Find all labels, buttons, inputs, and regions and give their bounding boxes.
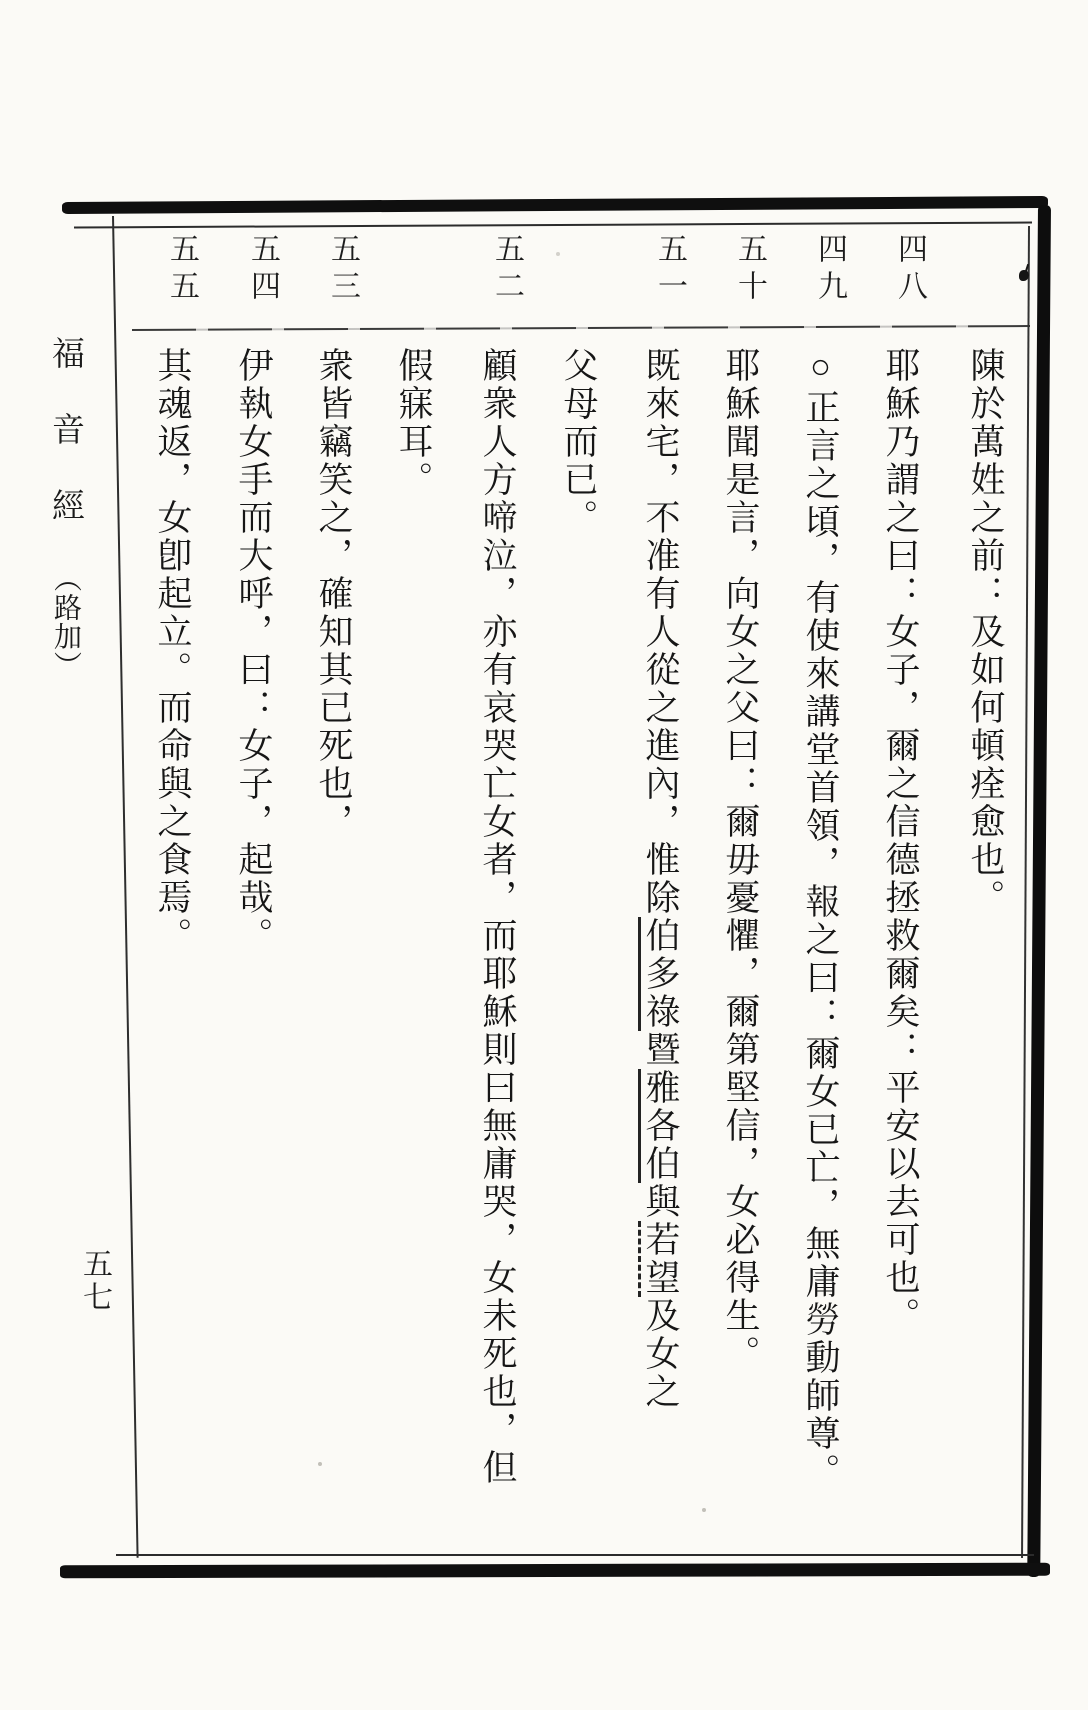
column-text: 及女之: [641, 1297, 680, 1411]
frame-top-thick-rule: [62, 196, 1048, 214]
column-text: 耶穌聞是言，向女之父曰：爾毋憂懼，爾第堅信，女必得生。: [721, 347, 760, 1373]
verse-number-50: 五十: [733, 233, 766, 307]
column-text: 顧衆人方啼泣，亦有哀哭亡女者，而耶穌則曰無庸哭，女未死也，但: [478, 347, 517, 1487]
text-column-9-verse-53: [301, 347, 365, 1562]
text-column-10-verse-54: [221, 347, 285, 1562]
text-column-7-verse-52: [465, 347, 529, 1562]
text-column-2-verse-48: [868, 347, 932, 1562]
column-text: 耶穌乃謂之曰：女子，爾之信德拯救爾矣：平安以去可也。: [881, 347, 920, 1335]
verse-number-52: 五二: [490, 233, 523, 307]
verse-number-51: 五一: [653, 233, 686, 307]
text-column-5-verse-51: [628, 347, 692, 1562]
proper-name-mark-peter: 伯多祿: [638, 917, 680, 1031]
verse-number-separator-line: [132, 325, 1030, 331]
page-number: 五七: [78, 1248, 111, 1314]
frame-bottom-thick-rule: [60, 1563, 1050, 1579]
ink-speck: [556, 252, 560, 256]
text-column-3-verse-49: [788, 347, 852, 1562]
column-text: 其魂返，女卽起立。而命與之食焉。: [153, 347, 192, 955]
column-text: 與: [641, 1183, 680, 1221]
column-text: 假寐耳。: [394, 347, 433, 499]
column-text: ○正言之頃，有使來講堂首領，報之曰：爾女已亡，無庸勞動師尊。: [801, 347, 840, 1491]
column-text: 陳於萬姓之前：及如何頓痊愈也。: [966, 347, 1005, 917]
verse-number-55: 五五: [165, 233, 198, 307]
text-column-11-verse-55: [140, 347, 204, 1562]
proper-name-mark-james: 雅各伯: [638, 1069, 680, 1183]
frame-left-border: [112, 216, 139, 1558]
chapter-label: （路加）: [50, 564, 81, 680]
frame-top-thin-rule: [74, 221, 1032, 228]
text-column-1: [953, 347, 1017, 1562]
column-text: 父母而已。: [559, 347, 598, 537]
column-text: 暨: [641, 1031, 680, 1069]
verse-number-49: 四九: [813, 233, 846, 307]
column-text: 衆皆竊笑之，確知其已死也，: [314, 347, 353, 841]
text-column-8: [381, 347, 445, 1562]
frame-right-outer-border: [1027, 205, 1051, 1577]
verse-number-53: 五三: [326, 233, 359, 307]
ink-speck: [702, 1508, 706, 1512]
text-column-4-verse-50: [708, 347, 772, 1562]
column-text: 伊執女手而大呼，曰：女子，起哉。: [234, 347, 273, 955]
text-column-6: [546, 347, 610, 1562]
verse-number-48: 四八: [893, 233, 926, 307]
book-title: 福音經: [47, 336, 83, 564]
column-text: 既來宅，不准有人從之進內，惟除: [641, 347, 680, 917]
verse-number-54: 五四: [246, 233, 279, 307]
proper-name-mark-john: 若望: [638, 1221, 680, 1297]
book-title-margin: [42, 336, 88, 680]
